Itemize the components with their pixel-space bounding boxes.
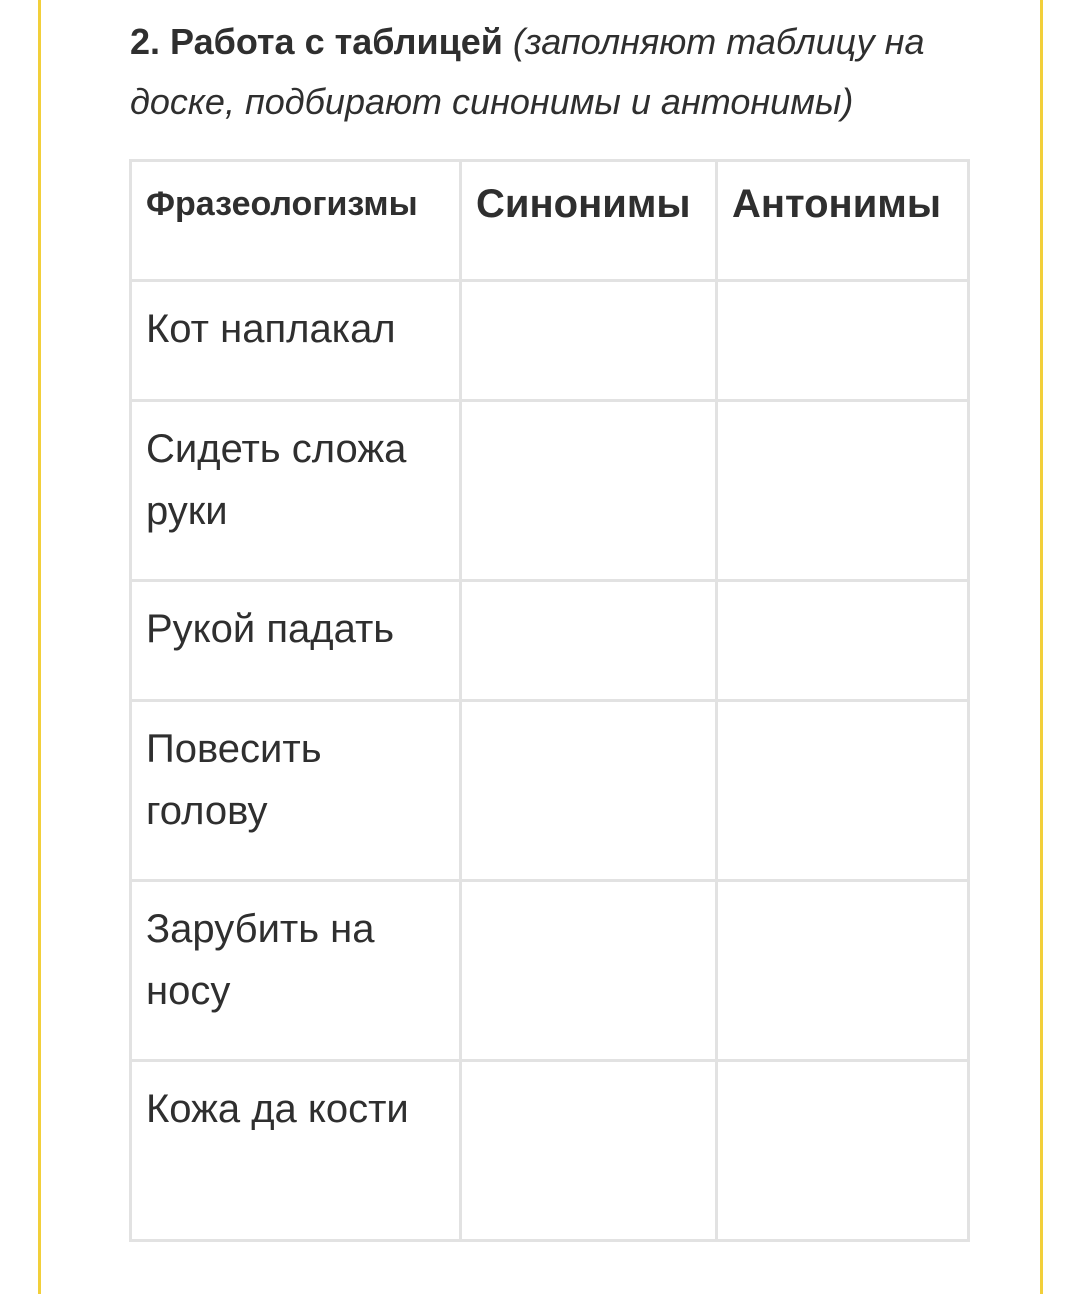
phrase-cell: Кот наплакал xyxy=(131,281,461,401)
table-row xyxy=(131,581,969,701)
phrase-cell: Зарубить на носу xyxy=(131,881,461,1061)
antonym-cell xyxy=(717,281,969,401)
table-row xyxy=(131,701,969,881)
header-synonyms: Синонимы xyxy=(461,161,717,281)
heading-title: 2. Работа с таблицей xyxy=(130,21,503,62)
synonym-cell xyxy=(461,281,717,401)
antonym-cell xyxy=(717,881,969,1061)
antonym-cell xyxy=(717,581,969,701)
antonym-cell xyxy=(717,401,969,581)
heading-note: (заполняют таблицу на доске, подбирают синонимы и антонимы) xyxy=(130,21,925,122)
phrase-cell: Повесить голову xyxy=(131,701,461,881)
header-antonyms: Антонимы xyxy=(717,161,969,281)
synonym-cell xyxy=(461,881,717,1061)
synonym-cell xyxy=(461,401,717,581)
phraseology-table xyxy=(129,159,970,1242)
antonym-cell xyxy=(717,1061,969,1241)
synonym-cell xyxy=(461,581,717,701)
phrase-cell: Кожа да кости xyxy=(131,1061,461,1241)
phrase-cell: Рукой падать xyxy=(131,581,461,701)
table-row xyxy=(131,401,969,581)
antonym-cell xyxy=(717,701,969,881)
synonym-cell xyxy=(461,701,717,881)
header-phraseologisms: Фразеологизмы xyxy=(131,161,461,281)
synonym-cell xyxy=(461,1061,717,1241)
table-header-row xyxy=(131,161,969,281)
left-accent-border xyxy=(38,0,41,1294)
section-heading xyxy=(130,12,990,132)
table-row xyxy=(131,881,969,1061)
right-accent-border xyxy=(1040,0,1043,1294)
table-row xyxy=(131,281,969,401)
phrase-cell: Сидеть сложа руки xyxy=(131,401,461,581)
table-row xyxy=(131,1061,969,1241)
